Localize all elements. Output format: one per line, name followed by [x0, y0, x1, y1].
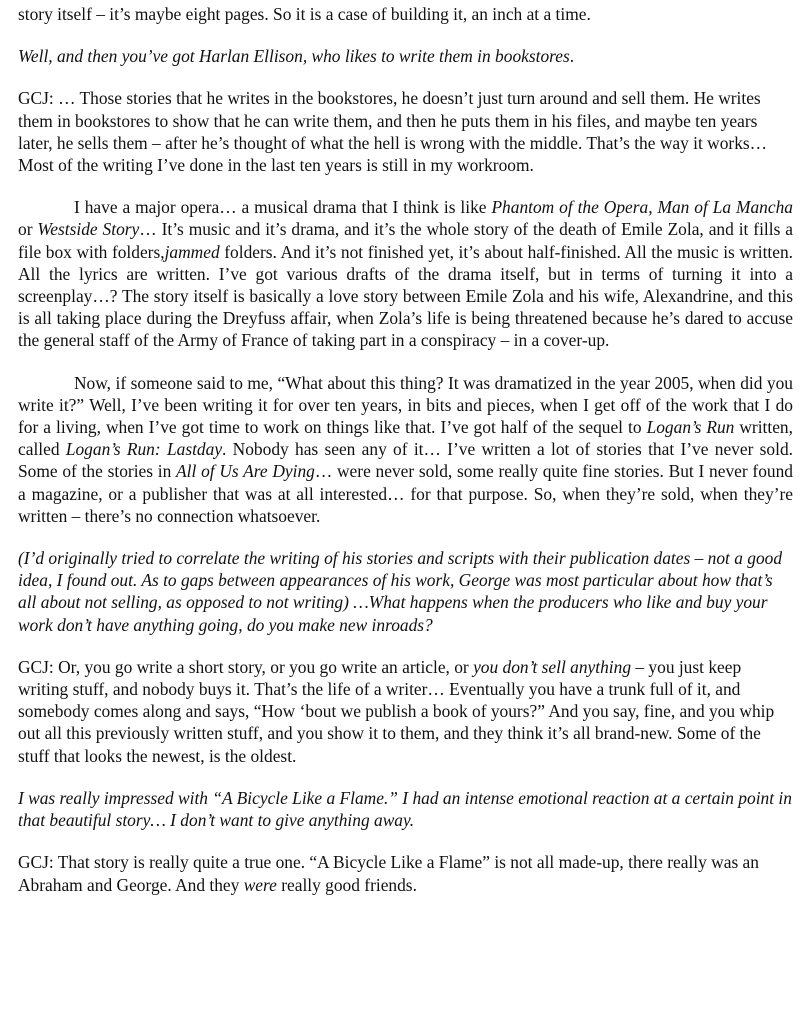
text-segment: story itself – it’s maybe eight pages. So it is a case of building it, an inch at a time. [18, 4, 591, 24]
text-segment: … were never sold, some really quite fine stories. But I never found a magazine, or a publisher that was at all interested… for that purpose. So, when they’re sold, when they’re written – there’s no connection whatsoever. [18, 461, 794, 526]
text-segment: Now, if someone said to me, “What about this thing? It was dramatized in the year 2005, when did you write it?” Well, I’ve been writing it for over ten years, in bits and pieces, when I get off of the work that I do for a living, when I’ve got time to work on things like that. I’ve got half of the sequel to [18, 372, 793, 438]
title-westside-story: Westside Story [37, 219, 140, 240]
text-segment: – you just keep writing stuff, and nobody buys it. That’s the life of a writer… Eventually you have a trunk full of it, and somebody comes along and says, “How ‘bout we publish a book of yours?” And you say, fine, and you whip out all this previously written stuff, and you show it to them, and they think it’s all brand-new. Some of the stuff that looks the newest, is the oldest. [18, 656, 775, 766]
text-segment: or [18, 219, 38, 240]
text-segment: . [569, 46, 575, 67]
gcj-answer-bookstores [18, 87, 793, 176]
text-segment: I was really impressed with “A Bicycle Like a Flame.” I had an intense emotional reaction at a certain point in that beautiful story… I don’t want to give anything away. [18, 787, 792, 831]
interviewer-question-harlan-ellison [18, 45, 793, 67]
text-segment: GCJ: Or, you go write a short story, or you go write an article, or [18, 656, 474, 677]
text-segment: . Nobody has seen any of it… I’ve written a lot of stories that I’ve never sold. Some of the stories in [18, 439, 793, 482]
gcj-answer-short-story [18, 656, 793, 767]
emphasis-jammed: jammed [164, 241, 220, 262]
text-segment: written, called [18, 417, 793, 460]
title-logans-run-lastday: Logan’s Run: Lastday [65, 439, 223, 460]
title-phantom-la-mancha: Phantom of the Opera, Man of La Mancha [491, 197, 793, 218]
paragraph-logans-run [18, 372, 793, 527]
title-all-of-us-are-dying: All of Us Are Dying [176, 461, 315, 482]
gcj-answer-bicycle [18, 851, 793, 895]
paragraph-1 [18, 3, 793, 25]
document-page [18, 0, 793, 916]
interviewer-question-producers [18, 547, 793, 636]
emphasis-dont-sell: you don’t sell anything [473, 656, 632, 677]
text-segment: really good friends. [276, 874, 417, 895]
text-segment: Well, and then you’ve got Harlan Ellison, who likes to write them in bookstores [18, 46, 570, 67]
interviewer-question-bicycle [18, 787, 793, 831]
emphasis-were: were [243, 874, 277, 895]
text-segment: … It’s music and it’s drama, and it’s the whole story of the death of Emile Zola, and it fills a file box with folders, [18, 219, 793, 262]
text-segment: GCJ: … Those stories that he writes in the bookstores, he doesn’t just turn around and sell them. He writes them in bookstores to show that he can write them, and then he puts them in his files, and maybe ten years later, he sells them – after he’s thought of what the hell is wrong with the middle. That’s the way it works… Most of the writing I’ve done in the last ten years is still in my workroom. [18, 88, 768, 176]
text-segment: GCJ: That story is really quite a true one. “A Bicycle Like a Flame” is not all made-up, there really was an Abraham and George. And they [18, 852, 759, 895]
text-segment: I have a major opera… a musical drama that I think is like [74, 197, 492, 218]
title-logans-run: Logan’s Run [646, 417, 735, 438]
paragraph-opera [18, 196, 793, 351]
text-segment: folders. And it’s not finished yet, it’s about half-finished. All the music is written. All the lyrics are written. I’ve got various drafts of the drama itself, but in terms of turning it into a screenplay…? The story itself is basically a love story between Emile Zola and his wife, Alexandrine, and this is all taking place during the Dreyfuss affair, when Zola’s life is being threatened because he’s dared to accuse the general staff of the Army of France of taking part in a conspiracy – in a cover-up. [18, 241, 793, 351]
text-segment: (I’d originally tried to correlate the writing of his stories and scripts with their publication dates – not a good idea, I found out. As to gaps between appearances of his work, George was most particular about how that’s all about not selling, as opposed to not writing) …What happens when the producers who like and buy your work don’t have anything going, do you make new inroads? [18, 548, 783, 635]
